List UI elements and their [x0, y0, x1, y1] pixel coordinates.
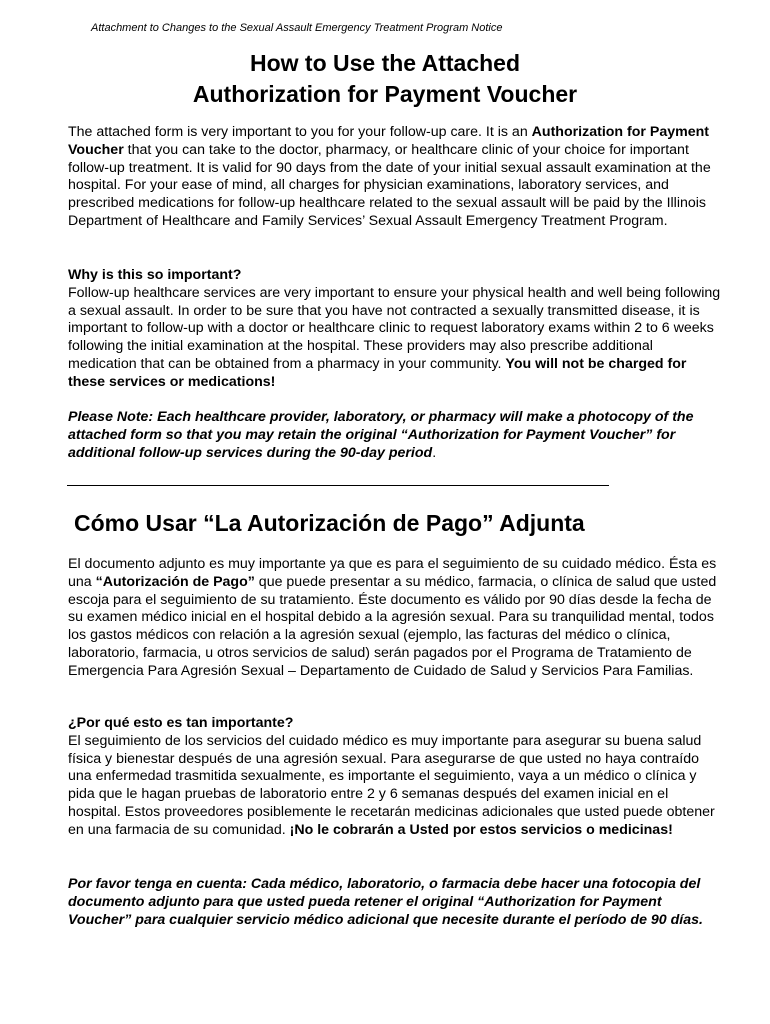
english-title-line1: How to Use the Attached — [249, 50, 521, 76]
spanish-intro-bold: “Autorización de Pago” — [95, 573, 255, 590]
spanish-note-text: Por favor tenga en cuenta: Cada médico, laboratorio, o farmacia debe hacer una fotocopia del documento adjunto para que usted pueda retener el original “Authorization for Payment Voucher” para cualquier servicio médico adicional que necesite durante el período de 90 días. — [68, 876, 703, 928]
spanish-title: Cómo Usar “La Autorización de Pago” Adjunta — [74, 510, 585, 536]
header-note: Attachment to Changes to the Sexual Assault Emergency Treatment Program Notice — [91, 22, 503, 34]
spanish-why-bold: ¡No le cobrarán a Usted por estos servicios o medicinas! — [289, 821, 673, 838]
english-note-paragraph — [68, 409, 723, 462]
english-intro-text-b: that you can take to the doctor, pharmacy, or healthcare clinic of your choice for important follow-up treatment. It is valid for 90 days from the date of your initial sexual assault examination at the hospital. For your ease of mind, all charges for physician examinations, laboratory services, and prescribed medications for follow-up healthcare related to the sexual assault will be paid by the Illinois Department of Healthcare and Family Services’ Sexual Assault Emergency Treatment Program. — [68, 141, 711, 229]
spanish-why-text: El seguimiento de los servicios del cuidado médico es muy importante para asegurar su buena salud física y bienestar después de una agresión sexual. Para asegurarse de que usted no haya contraído una enfermedad trasmitida sexualmente, es importante el seguimiento, vaya a un médico o clínica y pida que le hagan pruebas de laboratorio entre 2 y 6 semanas después del examen inicial en el hospital. Estos proveedores posiblemente le recetarán medicinas adicionales que usted puede obtener en una farmacia de su comunidad. — [68, 732, 715, 838]
english-why-bold: You will not be charged for these services or medications! — [68, 355, 687, 390]
english-note-end: . — [432, 444, 437, 461]
section-divider — [67, 485, 609, 486]
spanish-why-heading: ¿Por qué esto es tan importante? — [68, 715, 294, 731]
spanish-why-paragraph — [68, 733, 723, 840]
english-why-paragraph — [68, 285, 723, 392]
spanish-note-paragraph — [68, 876, 723, 929]
spanish-intro-paragraph — [68, 556, 723, 681]
english-title-line2: Authorization for Payment Voucher — [192, 81, 578, 107]
english-title — [0, 48, 770, 110]
english-intro-bold: Authorization for Payment Voucher — [68, 124, 710, 158]
english-intro-paragraph — [68, 124, 723, 231]
spanish-intro-text-b: que puede presentar a su médico, farmacia, o clínica de salud que usted escoja para el seguimiento de su tratamiento. Éste documento es válido por 90 días desde la fecha de su examen médico inicial en el hospital debido a la agresión sexual. Para su tranquilidad mental, todos los gastos médicos con relación a la agresión sexual (ejemplo, las facturas del médico o clínica, laboratorio, farmacia, u otros servicios de salud) serán pagados por el Programa de Tratamiento de Emergencia Para Agresión Sexual – Departamento de Cuidado de Salud y Servicios Para Familias. — [68, 573, 717, 679]
spanish-why-section — [68, 715, 723, 840]
english-why-text: Follow-up healthcare services are very important to ensure your physical health and well being following a sexual assault. In order to be sure that you have not contracted a sexually transmitted disease, it is important to follow-up with a doctor or healthcare clinic to request laboratory exams within 2 to 6 weeks following the initial examination at the hospital. These providers may also prescribe additional medication that can be obtained from a pharmacy in your community. — [68, 284, 721, 372]
english-intro-text-a: The attached form is very important to you for your follow-up care. It is an — [68, 124, 532, 140]
english-why-section — [68, 267, 723, 392]
english-why-heading: Why is this so important? — [68, 267, 242, 283]
spanish-intro-text-a: El documento adjunto es muy importante ya que es para el seguimiento de su cuidado médico. Ésta es una — [68, 556, 717, 590]
english-note-text: Please Note: Each healthcare provider, laboratory, or pharmacy will make a photocopy of the attached form so that you may retain the original “Authorization for Payment Voucher” for additional follow-up services during the 90-day period — [68, 409, 694, 461]
